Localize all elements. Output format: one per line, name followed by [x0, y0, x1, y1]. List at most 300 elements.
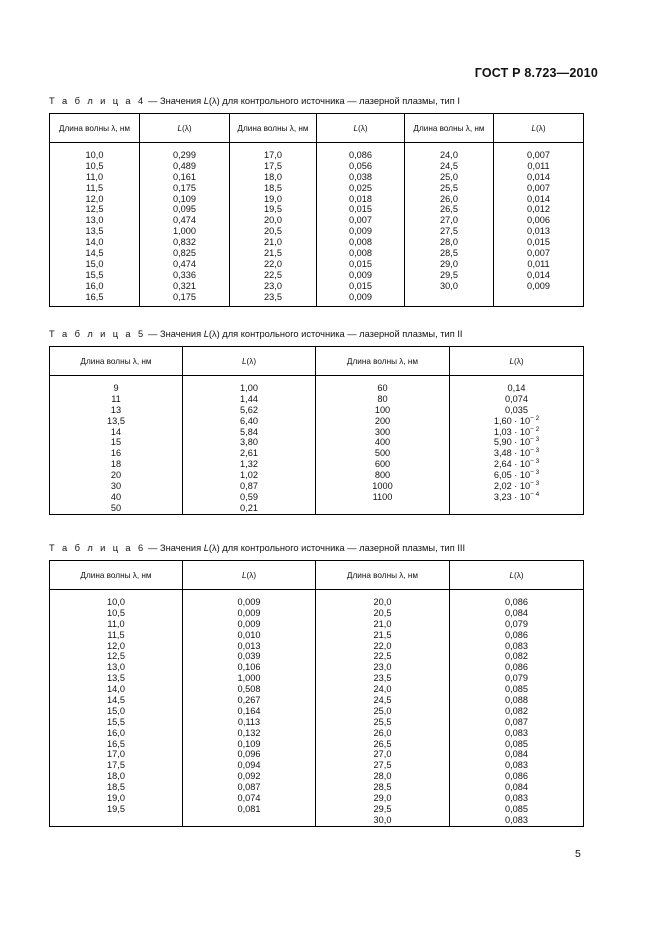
table6-caption-func: L: [203, 543, 209, 553]
table-cell: 0,086: [505, 629, 528, 640]
table-cell: 17,0: [264, 150, 282, 160]
table-cell: 0,009: [349, 291, 372, 302]
table-cell: 15,0: [107, 705, 125, 716]
table-cell: 800: [374, 470, 391, 481]
table4-column-l-2: [317, 143, 405, 307]
table6-caption-rest: для контрольного источника — лазерной плазмы, тип III: [219, 543, 466, 553]
table-cell: 13,5: [85, 226, 104, 237]
table-cell: 24,0: [440, 150, 458, 160]
table-cell: 0,009: [237, 597, 261, 607]
table-cell: 30: [110, 481, 122, 492]
table-cell: 0,87: [240, 481, 258, 492]
table-cell: 0,106: [237, 662, 261, 673]
table-cell: 27,5: [440, 226, 458, 237]
table-cell: 0,013: [237, 640, 261, 651]
table-cell: 0,007: [527, 150, 550, 160]
table-cell: 0,474: [173, 258, 196, 269]
table-cell: 50: [110, 502, 122, 513]
table4-header-l-3: [494, 114, 584, 143]
table-cell: 15,5: [107, 716, 125, 727]
table-cell: 28,0: [440, 237, 458, 248]
table-cell: 11,5: [107, 629, 125, 640]
table-cell: 600: [374, 459, 391, 470]
table-cell: 0,039: [237, 651, 261, 662]
table-cell: 24,0: [373, 684, 392, 695]
table-cell: 10,0: [85, 150, 104, 160]
table-cell: 28,5: [373, 782, 392, 793]
table-cell: [450, 470, 583, 481]
cell-exponent: − 3: [530, 458, 540, 466]
cell-exponent: − 3: [530, 480, 540, 488]
table-cell: 11: [111, 393, 121, 404]
table-cell: [450, 394, 583, 405]
table-cell: 22,5: [264, 269, 282, 280]
table5-header-l-1: [183, 347, 316, 376]
table-cell: 26,5: [440, 204, 458, 215]
table-cell: 300: [374, 426, 391, 437]
table-cell: 0,084: [505, 749, 528, 760]
table-cell: 0,018: [349, 193, 372, 204]
table-cell: 22,0: [264, 258, 282, 269]
table6-header-wavelength-1: Длина волны λ, нм: [50, 561, 183, 590]
table-cell: [450, 437, 583, 448]
table-cell: 3,80: [240, 437, 258, 448]
table4-column-wavelength-2: [230, 143, 317, 307]
table-cell: [450, 416, 583, 427]
header-func-arg: (λ): [536, 123, 546, 133]
cell-exponent: − 3: [530, 469, 540, 477]
table-cell: 0,085: [505, 803, 528, 814]
table5-column-l-2: [450, 376, 584, 515]
table5-caption: [49, 329, 463, 339]
table5-header-l-2: [450, 347, 584, 376]
table-cell: 0,336: [173, 269, 196, 280]
table-cell: 0,087: [505, 716, 528, 727]
table-cell: 18,5: [107, 782, 125, 793]
table-cell: 28,5: [440, 248, 458, 259]
table-cell: 12,0: [107, 640, 125, 651]
table-cell: 23,5: [264, 291, 282, 302]
cell-exponent: − 2: [530, 425, 540, 433]
table-cell: 0,015: [527, 237, 550, 248]
table-cell: 20,0: [373, 597, 392, 607]
table6-column-l-2: [450, 590, 584, 827]
table-cell: 1,000: [237, 673, 261, 684]
table-cell: 13,0: [107, 662, 125, 673]
table-cell: 0,009: [237, 618, 261, 629]
table-cell: 0,832: [173, 237, 196, 248]
table-cell: 12,5: [85, 204, 104, 215]
cell-exponent: − 3: [530, 447, 540, 455]
table-cell: 29,5: [440, 269, 458, 280]
header-func-letter: L: [509, 570, 514, 580]
table5-header-row: [50, 347, 584, 376]
table4-header-wavelength-1: Длина волны λ, нм: [50, 114, 140, 143]
table-cell: 0,056: [349, 160, 372, 171]
header-func-letter: L: [509, 356, 514, 366]
table5-header-wavelength-1: Длина волны λ, нм: [50, 347, 183, 376]
table-cell: 0,083: [505, 814, 528, 825]
table-cell: 18: [110, 459, 122, 470]
table-cell: 0,015: [349, 258, 372, 269]
table-cell: 21,0: [373, 618, 392, 629]
table-cell: 25,5: [373, 716, 392, 727]
header-func-letter: L: [241, 356, 247, 366]
table-cell: 0,299: [173, 150, 196, 160]
table-cell: 0,011: [527, 160, 550, 171]
table4-header-wavelength-3: Длина волны λ, нм: [405, 114, 494, 143]
table-cell: 19,0: [264, 193, 282, 204]
table-cell: 21,5: [264, 248, 282, 259]
table-cell: 27,5: [373, 760, 392, 771]
table-cell: 0,009: [349, 226, 372, 237]
table-cell: 0,489: [173, 160, 196, 171]
table-cell: 40: [110, 491, 122, 502]
table-cell: 25,0: [373, 705, 392, 716]
table-cell: 25,5: [440, 182, 458, 193]
table4-header-row: [50, 114, 584, 143]
table-cell: 0,267: [237, 695, 261, 706]
table-cell: 21,0: [264, 237, 282, 248]
table-cell: [450, 383, 583, 394]
table-cell: 0,095: [173, 204, 196, 215]
table-cell: 19,5: [107, 803, 125, 814]
table-cell: 0,083: [505, 727, 528, 738]
table4-header-l-1: [140, 114, 230, 143]
table-cell: 14,0: [85, 237, 104, 248]
table-cell: [450, 427, 583, 438]
table-cell: 0,083: [505, 640, 528, 651]
table-cell: 0,21: [240, 502, 258, 513]
table-cell: 14,0: [107, 684, 125, 695]
table-cell: 0,014: [527, 193, 550, 204]
table-cell: 24,5: [373, 695, 392, 706]
table-cell: 0,59: [240, 491, 258, 502]
table6-column-wavelength-2: [316, 590, 450, 827]
table-cell: 0,085: [505, 738, 528, 749]
table-cell: 0,082: [505, 705, 528, 716]
cell-mantissa: 1,03 · 10: [493, 426, 531, 437]
table-cell: 0,007: [527, 248, 550, 259]
table-cell: 0,008: [349, 248, 372, 259]
table5-body-row: [50, 376, 584, 515]
header-func-letter: L: [531, 123, 536, 133]
cell-exponent: − 3: [530, 436, 540, 444]
table-cell: 0,074: [237, 793, 261, 804]
cell-mantissa: 2,64 · 10: [493, 459, 531, 470]
table-cell: 16,0: [107, 727, 125, 738]
cell-mantissa: 3,48 · 10: [493, 448, 531, 459]
table-cell: 27,0: [373, 749, 392, 760]
table-cell: 0,083: [505, 793, 528, 804]
table-cell: 0,109: [173, 193, 196, 204]
table-cell: 15,0: [85, 258, 104, 269]
table-cell: 9: [113, 383, 119, 393]
cell-mantissa: 1,60 · 10: [493, 415, 531, 426]
table-cell: 60: [377, 383, 388, 393]
table-cell: 30,0: [440, 280, 458, 291]
table-cell: 0,015: [349, 204, 372, 215]
table4-caption-label: Т а б л и ц а 4: [49, 96, 146, 106]
table-cell: 0,079: [505, 618, 528, 629]
table-cell: 17,0: [107, 749, 125, 760]
table-cell: 10,0: [107, 597, 125, 607]
table-cell: 0,007: [527, 182, 550, 193]
table4-caption-prefix: — Значения: [145, 96, 204, 106]
table-cell: 5,62: [240, 404, 258, 415]
table-cell: 25,0: [440, 171, 458, 182]
table-cell: 22,0: [373, 640, 392, 651]
table-cell: 0,081: [237, 803, 261, 814]
table-cell: 12,5: [107, 651, 125, 662]
table-cell: 26,5: [373, 738, 392, 749]
table6-caption-arg: (λ): [208, 543, 220, 553]
table4-caption-rest: для контрольного источника — лазерной плазмы, тип I: [219, 96, 460, 106]
table-cell: 80: [377, 393, 388, 404]
table5-caption-label: Т а б л и ц а 5: [49, 329, 146, 339]
table-cell: 0,038: [349, 171, 372, 182]
table-cell: 0,012: [527, 204, 550, 215]
table-cell: 0,007: [349, 215, 372, 226]
table-cell: 18,5: [264, 182, 282, 193]
table4-column-l-1: [140, 143, 230, 307]
cell-exponent: − 2: [530, 414, 540, 422]
table-cell: 0,164: [237, 705, 261, 716]
table-cell: 0,013: [527, 226, 550, 237]
table5-caption-prefix: — Значения: [145, 329, 204, 339]
table-cell: 23,0: [264, 280, 282, 291]
table-cell: 22,5: [373, 651, 392, 662]
table-cell: 15,5: [85, 269, 104, 280]
table-cell: 26,0: [440, 193, 458, 204]
table-cell: 0,474: [173, 215, 196, 226]
table-cell: 15: [110, 437, 122, 448]
header-func-arg: (λ): [246, 570, 257, 580]
table6-body-row: [50, 590, 584, 827]
header-func-letter: L: [353, 123, 358, 133]
table-cell: 29,5: [373, 803, 392, 814]
table-cell: 0,094: [237, 760, 261, 771]
page-number: 5: [575, 848, 581, 860]
table5: [49, 346, 584, 515]
table-cell: 13,5: [107, 673, 125, 684]
table5-caption-func: L: [203, 329, 209, 339]
cell-mantissa: 0,035: [505, 404, 528, 415]
table-cell: 11,5: [85, 182, 104, 193]
table6-header-wavelength-2: Длина волны λ, нм: [316, 561, 450, 590]
table6-header-l-2: [450, 561, 584, 590]
table-cell: 29,0: [440, 258, 458, 269]
table-cell: 20,0: [264, 215, 282, 226]
table-cell: 12,0: [85, 193, 104, 204]
table-cell: 0,014: [527, 269, 550, 280]
table-cell: 20,5: [373, 607, 392, 618]
table4: [49, 113, 584, 307]
table-cell: 0,086: [505, 662, 528, 673]
table-cell: 1,00: [240, 383, 258, 393]
table-cell: 13,0: [85, 215, 104, 226]
table-cell: 16,5: [85, 291, 104, 302]
cell-mantissa: 2,02 · 10: [493, 481, 531, 492]
table-cell: 13: [110, 404, 122, 415]
table-cell: 0,011: [527, 258, 550, 269]
cell-mantissa: 0,074: [505, 393, 528, 404]
table6: [49, 560, 584, 827]
table4-caption: [49, 96, 460, 106]
table-cell: [450, 459, 583, 470]
table-cell: 27,0: [440, 215, 458, 226]
table-cell: 14,5: [85, 248, 104, 259]
table4-column-wavelength-1: [50, 143, 140, 307]
table-cell: 0,079: [505, 673, 528, 684]
table-cell: 1000: [372, 481, 393, 492]
table-cell: 100: [374, 404, 391, 415]
table-cell: 24,5: [440, 160, 458, 171]
table-cell: 0,009: [527, 280, 550, 291]
table-cell: 0,086: [349, 150, 372, 160]
header-func-arg: (λ): [182, 123, 192, 133]
table-cell: 11,0: [107, 618, 125, 629]
table-cell: 0,087: [237, 782, 261, 793]
table-cell: 11,0: [85, 171, 104, 182]
table-cell: 19,0: [107, 793, 125, 804]
table-cell: 18,0: [107, 771, 125, 782]
table-cell: [450, 481, 583, 492]
table-cell: 0,508: [237, 684, 261, 695]
table-cell: 16: [110, 448, 122, 459]
header-func-letter: L: [177, 123, 182, 133]
table-cell: 0,008: [349, 237, 372, 248]
table-cell: 10,5: [85, 160, 104, 171]
table-cell: 0,015: [349, 280, 372, 291]
table-cell: 1,02: [240, 470, 258, 481]
table5-column-l-1: [183, 376, 316, 515]
table-cell: 30,0: [373, 814, 392, 825]
table6-header-row: [50, 561, 584, 590]
table5-column-wavelength-2: [316, 376, 450, 515]
table-cell: 17,5: [107, 760, 125, 771]
table-cell: 19,5: [264, 204, 282, 215]
table-cell: 200: [374, 415, 391, 426]
table-cell: 0,006: [527, 215, 550, 226]
table5-caption-arg: (λ): [208, 329, 220, 339]
table-cell: 14: [110, 426, 122, 437]
table5-caption-rest: для контрольного источника — лазерной плазмы, тип II: [219, 329, 463, 339]
cell-mantissa: 3,23 · 10: [493, 491, 531, 502]
table-cell: 0,025: [349, 182, 372, 193]
table-cell: 0,086: [505, 771, 528, 782]
table-cell: 0,825: [173, 248, 196, 259]
table5-header-wavelength-2: Длина волны λ, нм: [316, 347, 450, 376]
table4-header-l-2: [317, 114, 405, 143]
table-cell: 16,5: [107, 738, 125, 749]
table4-caption-func: L: [203, 96, 209, 106]
table-cell: 0,009: [237, 607, 261, 618]
table-cell: 21,5: [373, 629, 392, 640]
table-cell: 0,010: [237, 629, 261, 640]
table-cell: 18,0: [264, 171, 282, 182]
table-cell: 23,5: [373, 673, 392, 684]
table4-column-wavelength-3: [405, 143, 494, 307]
table-cell: 1,32: [240, 459, 258, 470]
table-cell: 0,092: [237, 771, 261, 782]
table-cell: 0,321: [173, 280, 196, 291]
table-cell: 10,5: [107, 607, 125, 618]
table-cell: 17,5: [264, 160, 282, 171]
table-cell: 20: [110, 470, 122, 481]
table-cell: 0,132: [237, 727, 261, 738]
table6-caption-label: Т а б л и ц а 6: [49, 543, 146, 553]
table-cell: 0,175: [173, 291, 196, 302]
cell-mantissa: 0,14: [507, 383, 526, 393]
table-cell: 0,109: [237, 738, 261, 749]
document-standard-code: ГОСТ Р 8.723—2010: [474, 66, 598, 80]
table-cell: 0,113: [237, 716, 261, 727]
table-cell: 0,084: [505, 782, 528, 793]
table-cell: 6,40: [240, 415, 258, 426]
table-cell: 0,014: [527, 171, 550, 182]
table-cell: [450, 405, 583, 416]
table-cell: 14,5: [107, 695, 125, 706]
header-func-arg: (λ): [514, 570, 524, 580]
header-func-arg: (λ): [358, 123, 368, 133]
table6-caption-prefix: — Значения: [145, 543, 204, 553]
table-cell: 29,0: [373, 793, 392, 804]
table-cell: 1,44: [240, 393, 258, 404]
table-cell: 13,5: [107, 415, 125, 426]
table-cell: 0,175: [173, 182, 196, 193]
table4-header-wavelength-2: Длина волны λ, нм: [230, 114, 317, 143]
table-cell: 0,085: [505, 684, 528, 695]
table-cell: 0,161: [173, 171, 196, 182]
table-cell: 16,0: [85, 280, 104, 291]
table-cell: 28,0: [373, 771, 392, 782]
cell-mantissa: 6,05 · 10: [493, 470, 531, 481]
table-cell: 26,0: [373, 727, 392, 738]
header-func-arg: (λ): [514, 356, 524, 366]
table-cell: 0,096: [237, 749, 261, 760]
table5-column-wavelength-1: [50, 376, 183, 515]
table-cell: 500: [374, 448, 391, 459]
table-cell: 1100: [372, 491, 393, 502]
table4-column-l-3: [494, 143, 584, 307]
table-cell: [450, 448, 583, 459]
table-cell: 20,5: [264, 226, 282, 237]
table-cell: 400: [374, 437, 391, 448]
table6-header-l-1: [183, 561, 316, 590]
table-cell: 23,0: [373, 662, 392, 673]
table-cell: 0,083: [505, 760, 528, 771]
table-cell: 0,084: [505, 607, 528, 618]
table-cell: 0,009: [349, 269, 372, 280]
table-cell: 0,082: [505, 651, 528, 662]
header-func-arg: (λ): [246, 356, 257, 366]
table6-caption: [49, 543, 465, 553]
table-cell: 5,84: [240, 426, 258, 437]
table6-column-wavelength-1: [50, 590, 183, 827]
table6-column-l-1: [183, 590, 316, 827]
table-cell: [450, 492, 583, 503]
cell-mantissa: 5,90 · 10: [493, 437, 531, 448]
table-cell: 0,086: [505, 597, 528, 607]
table4-body-row: [50, 143, 584, 307]
cell-exponent: − 4: [530, 490, 540, 498]
table-cell: 2,61: [240, 448, 258, 459]
table4-caption-arg: (λ): [208, 96, 220, 106]
table-cell: 0,088: [505, 695, 528, 706]
table-cell: 1,000: [173, 226, 196, 237]
header-func-letter: L: [241, 570, 247, 580]
